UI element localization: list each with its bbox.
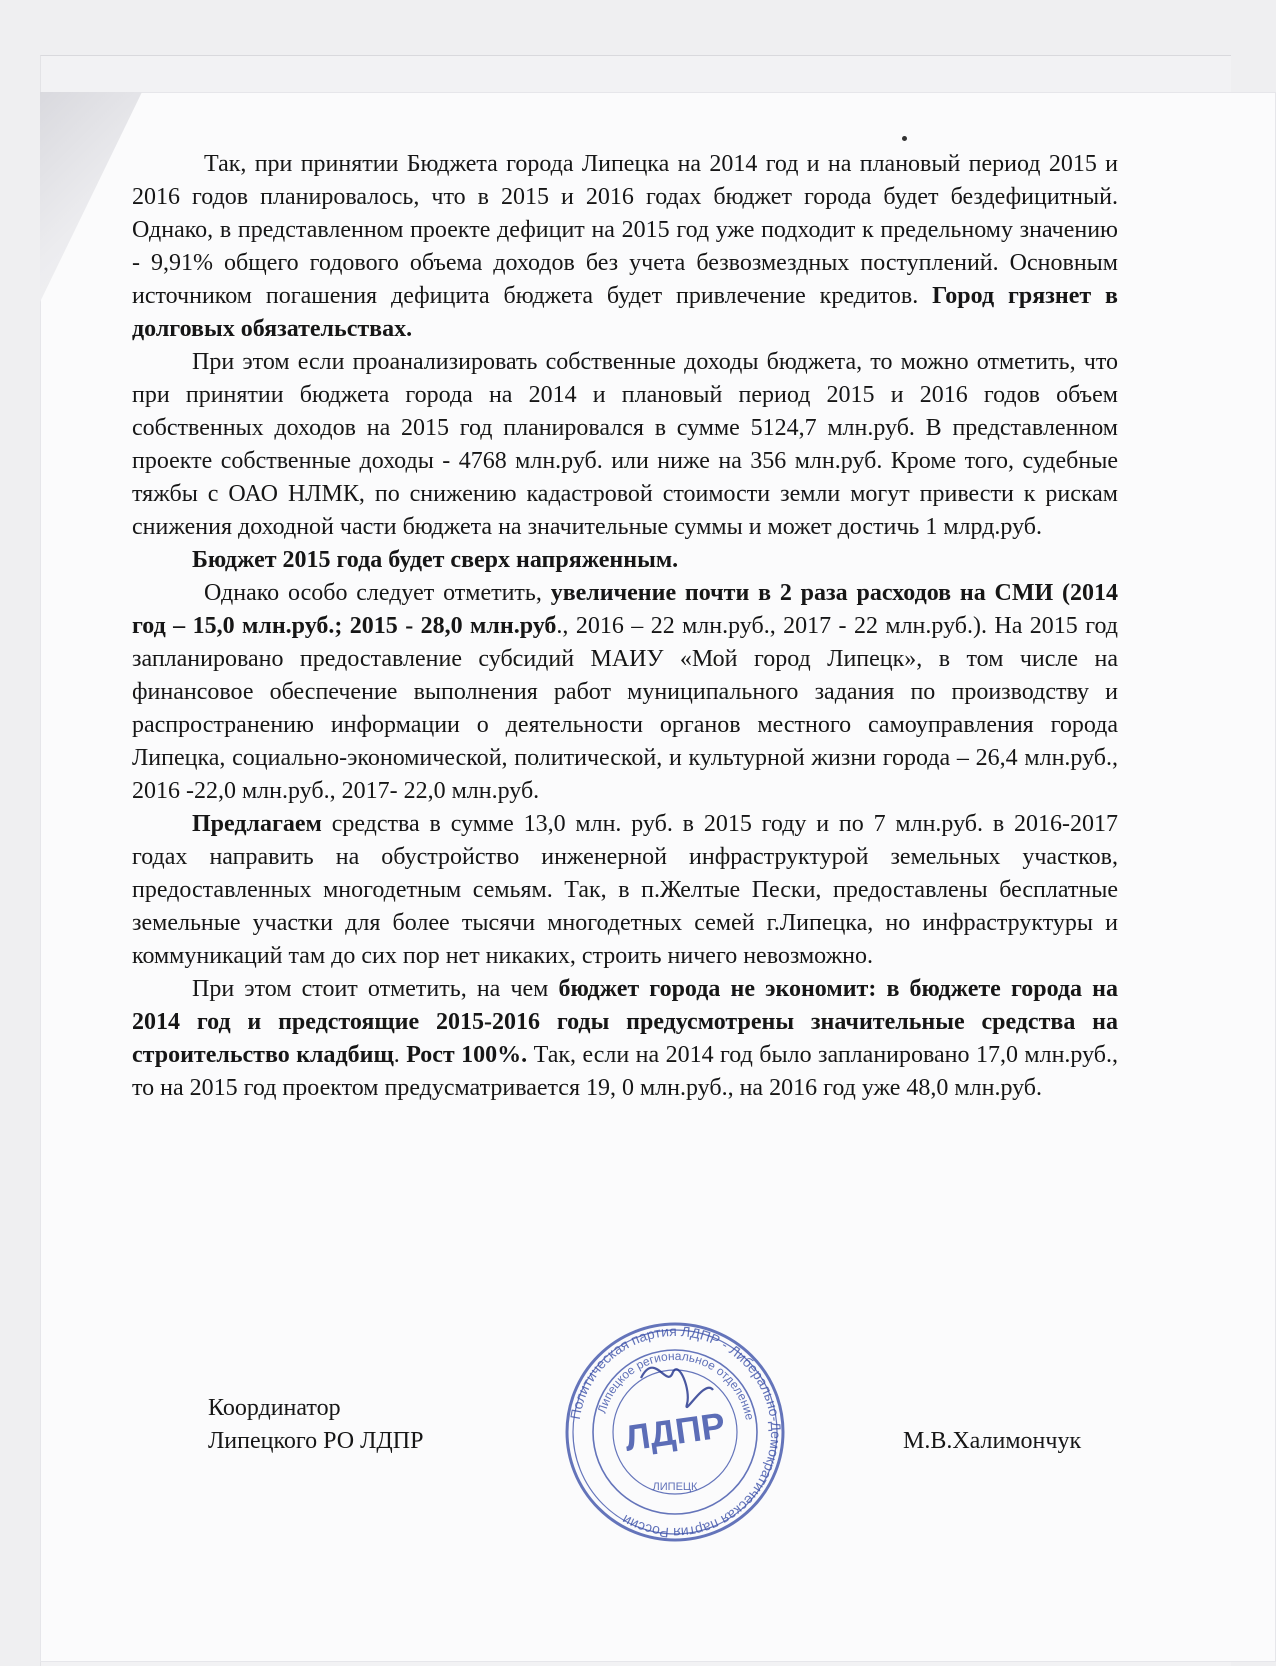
stamp-center-text: ЛДПР [622, 1404, 728, 1459]
letter-body [132, 148, 1118, 1105]
paragraph [132, 148, 1118, 346]
bold-text-run: Рост 100%. [406, 1042, 528, 1068]
bold-text-run: Предлагаем [192, 811, 322, 837]
signature-title-line1: Координатор [208, 1395, 341, 1421]
party-seal-stamp [563, 1320, 787, 1544]
paragraph [132, 973, 1118, 1105]
bold-text-run: увеличение почти в 2 раза расходов на СМИ (2014 год – 15,0 млн.руб.; 2015 - 28,0 млн.руб [132, 580, 1118, 639]
stamp-inner-text: Липецкое региональное отделение [594, 1348, 757, 1422]
text-run: Так, если на 2014 год было запланировано 17,0 млн.руб., то на 2015 год проектом предусматривается 19, 0 млн.руб., на 2016 год уже 48,0 млн.руб. [132, 1042, 1119, 1101]
bold-text-run: Бюджет 2015 года будет сверх напряженным. [192, 547, 679, 573]
paragraph [132, 577, 1118, 808]
speck [902, 136, 907, 141]
text-run: При этом если проанализировать собственные доходы бюджета, то можно отметить, что при принятии бюджета города на 2014 и плановый период 2015 и 2016 годов объем собственных доходов на 2015 год планировался в сумме 5124,7 млн.руб. В представленном проекте собственные доходы - 4768 млн.руб. или ниже на 356 млн.руб. Кроме того, судебные тяжбы с ОАО НЛМК, по снижению кадастровой стоимости земли могут привести к рискам снижения доходной части бюджета на значительные суммы и может достичь 1 млрд.руб. [132, 349, 1118, 540]
signature-title [208, 1392, 423, 1458]
signer-name: М.В.Халимончук [903, 1428, 1082, 1454]
text-run: Так, при принятии Бюджета города Липецка на 2014 год и на плановый период 2015 и 2016 годов планировалось, что в 2015 и 2016 годах бюджет города будет бездефицитный. Однако, в представленном проекте дефицит на 2015 год уже подходит к предельному значению - 9,91% общего годового объема доходов без учета безвозмездных поступлений. Основным источником погашения дефицита бюджета будет привлечение кредитов. [132, 151, 1118, 309]
text-run: . [393, 1042, 407, 1068]
paragraph [132, 808, 1118, 973]
text-run: ., 2016 – 22 млн.руб., 2017 - 22 млн.руб.). На 2015 год запланировано предоставление субсидий МАИУ «Мой город Липецк», в том числе на финансовое обеспечение выполнения работ муниципального задания по производству и распространению информации о деятельности органов местного самоуправления города Липецка, социально-экономической, политической, и культурной жизни города – 26,4 млн.руб., 2016 -22,0 млн.руб., 2017- 22,0 млн.руб. [132, 613, 1118, 804]
text-run: Однако особо следует отметить, [204, 580, 551, 606]
text-run: При этом стоит отметить, на чем [192, 976, 559, 1002]
stamp-outer-text: Политическая партия ЛДПР - Либерально-Демократическая партия России [566, 1322, 785, 1542]
paragraph [132, 346, 1118, 544]
bold-text-run: бюджет города не экономит: в бюджете города на 2014 год и предстоящие 2015-2016 годы предусмотрены значительные средства на строительство кладбищ [132, 976, 1119, 1068]
text-run: средства в сумме 13,0 млн. руб. в 2015 году и по 7 млн.руб. в 2016-2017 годах направить на обустройство инженерной инфраструктурой земельных участков, предоставленных многодетным семьям. Так, в п.Желтые Пески, предоставлены бесплатные земельные участки для более тысячи многодетных семей г.Липецка, но инфраструктуры и коммуникаций там до сих пор нет никаких, строить ничего невозможно. [132, 811, 1118, 969]
paragraph [132, 544, 1118, 577]
bold-text-run: Город грязнет в долговых обязательствах. [132, 283, 1119, 342]
stamp-city-text: ЛИПЕЦК [652, 1481, 698, 1493]
signature-title-line2: Липецкого РО ЛДПР [208, 1428, 424, 1454]
